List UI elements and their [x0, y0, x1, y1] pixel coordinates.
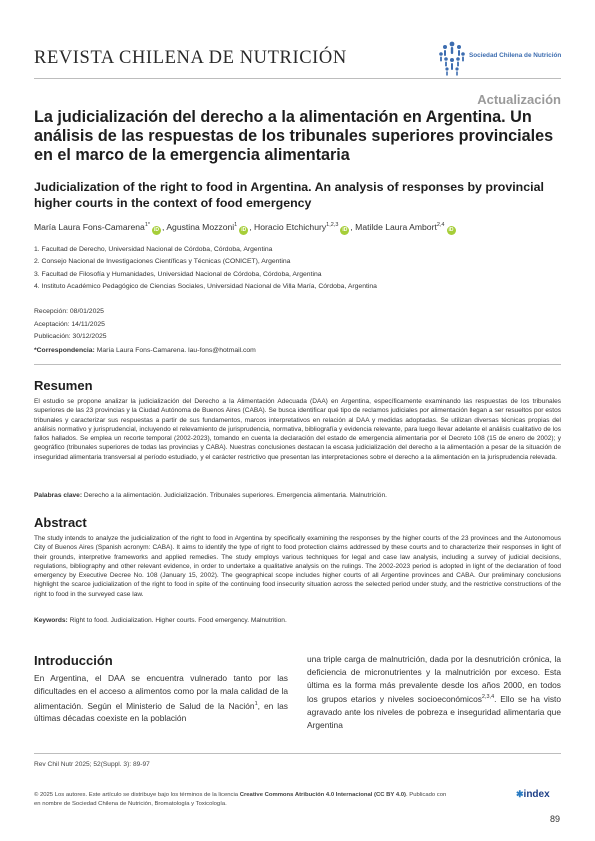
resumen-text: El estudio se propone analizar la judicialización del Derecho a la Alimentación Adecuada (DAA) en Argentina, específicamente examinando las respuestas de los tribunales superiores de las 23 provincias y la Ciudad Autónoma de Buenos Aires (CABA). Se busca identificar qué tipo de reclamos judiciales por alimentación llegan a ser resueltos por estos tribunales y caracterizar sus respuestas a partir de sus fundamentos, marcos interpretativos en relación al DAA y medidas adoptadas. Se utilizan diversas técnicas propias del análisis normativo y jurisprudencial, incluyendo el relevamiento de jurisprudencia, normativa, bibliografía y evidencia relevante, para luego llevar adelante el análisis cualitativo de los fallos hallados. Se emplea un recorte temporal (2002-2023), tomando en cuenta la declaración del estado de emergencia alimentaria por el Decreto 108 (15 de enero de 2002); y geográfico (tribunales superiores de todas las provincias y CABA). Nuestras conclusiones destacan la escasa judicialización del derecho a la alimentación a pesar de la situación de inseguridad alimentaria transversal al período estudiado, y el carácter restrictivo que presentan las interpretaciones sobre el derecho a la alimentación en la jurisprudencia relevada.	[34, 398, 561, 461]
license-link[interactable]: Creative Commons Atribución 4.0 Internacional (CC BY 4.0)	[239, 792, 407, 798]
orcid-icon[interactable]: iD	[342, 227, 348, 233]
keywords-label: Palabras clave:	[34, 492, 83, 499]
author-4: Matilde Laura Ambort$^{2,4}$iD	[355, 222, 454, 233]
page-number: 89	[550, 814, 561, 824]
license-text: © 2025 Los autores. Este artículo se distribuye bajo los términos de la licencia Creative Commons Atribución 4.0 Internacional (CC BY 4.0). Publicado con en nombre de Sociedad Chilena de Nutrición, Bromatología y Toxicología.	[34, 792, 447, 807]
abstract-keywords	[34, 617, 287, 624]
header-divider	[34, 78, 561, 79]
article-dates	[34, 306, 107, 344]
date-accepted: Aceptación: 14/11/2025	[34, 320, 105, 328]
keywords-text: Right to food. Judicialization. Higher courts. Food emergency. Malnutrition.	[69, 617, 287, 624]
resumen-heading: Resumen	[34, 378, 93, 393]
author-2: Agustina Mozzoni$^1$iD	[166, 222, 247, 233]
abstract-heading: Abstract	[34, 515, 87, 530]
correspondence-label: *Correspondencia:	[34, 347, 95, 354]
affiliation-4: 4. Instituto Académico Pedagógico de Ciencias Sociales, Universidad Nacional de Villa María, Córdoba, Argentina	[34, 282, 377, 290]
society-name: Sociedad Chilena de Nutrición	[469, 52, 562, 59]
society-logo	[436, 38, 566, 78]
orcid-icon[interactable]: iD	[154, 227, 160, 233]
intro-column-2: una triple carga de malnutrición, dada por la desnutrición crónica, la deficiencia de micronutrientes y la malnutrición por exceso. Esta última es la forma más prevalente desde los años 2000, en todos los grupos etarios y niveles socioeconómicos$^{2,3,4}$. Ello se ha visto agravado ante los niveles de pobreza e inseguridad alimentaria que Argentina	[307, 654, 561, 730]
correspondence	[34, 347, 256, 354]
journal-citation: Rev Chil Nutr 2025; 52(Suppl. 3): 89-97	[34, 761, 150, 768]
index-logo: ✱index	[516, 789, 550, 800]
society-people-icon	[436, 38, 468, 78]
intro-column-1: En Argentina, el DAA se encuentra vulnerado tanto por las dificultades en el acceso a alimentos como por la mala calidad de la alimentación. Según el Ministerio de Salud de la Nación$^1$, en las últimas décadas coexiste en la población	[34, 673, 288, 724]
journal-name: REVISTA CHILENA DE NUTRICIÓN	[34, 48, 347, 68]
affiliation-2: 2. Consejo Nacional de Investigaciones Científicas y Técnicas (CONICET), Argentina	[34, 258, 291, 266]
keywords-text: Derecho a la alimentación. Judicialización. Tribunales superiores. Emergencia alimentaria. Malnutrición.	[83, 492, 387, 499]
date-received: Recepción: 08/01/2025	[34, 308, 104, 315]
date-published: Publicación: 30/12/2025	[34, 333, 107, 341]
article-title-es: La judicialización del derecho a la alimentación en Argentina. Un análisis de las respuestas de los tribunales superiores provinciales en el marco de la emergencia alimentaria	[34, 108, 554, 164]
section-divider	[34, 364, 561, 365]
author-3: Horacio Etchichury$^{1,2,3}$iD	[254, 222, 348, 233]
abstract-text: The study intends to analyze the judicialization of the right to food in Argentina by specifically examining the responses by the higher courts of the 23 provinces and the Autonomous City of Buenos Aires (Spanish acronym: CABA). It aims to identify the type of right to food protection claims addressed by these courts and to characterize their responses in light of their grounds, interpretive frameworks and applied remedies. The study employs various techniques for legal and case law analysis, including a survey of judicial decisions, regulations, bibliography and other relevant evidence, in order to undertake a qualitative analysis on the rulings. The 2002-2023 period is adopted in light of the declaration of food emergency by Executive Decree No. 108 (January 15, 2002). The geographical scope includes higher courts of all Argentine provinces and CABA. Our preliminary conclusions highlight the scarce judicialization of the right to food in spite of the continuing food insecurity situation across the selected period under study, and the restrictive constructions of the right to food in the surveyed case law.	[34, 535, 561, 598]
author-list: María Laura Fons-Camarena$^{1*}$iD , Agustina Mozzoni$^1$iD , Horacio Etchichury$^{1,2,3}$iD , Matilde Laura Ambort$^{2,4}$iD	[34, 222, 564, 235]
index-star-icon: ✱	[516, 789, 524, 799]
affiliations	[34, 244, 564, 293]
affiliation-1: 1. Facultad de Derecho, Universidad Nacional de Córdoba, Córdoba, Argentina	[34, 246, 273, 253]
article-section: Actualización	[477, 92, 561, 107]
footer-divider	[34, 753, 561, 754]
orcid-icon[interactable]: iD	[241, 227, 247, 233]
author-1: María Laura Fons-Camarena$^{1*}$iD	[34, 222, 160, 233]
correspondence-text[interactable]: María Laura Fons-Camarena. lau-fons@hotmail.com	[96, 347, 256, 354]
orcid-icon[interactable]: iD	[448, 227, 454, 233]
article-title-en: Judicialization of the right to food in Argentina. An analysis of responses by provincial higher courts in the context of food emergency	[34, 180, 544, 210]
intro-heading: Introducción	[34, 653, 113, 668]
keywords-label: Keywords:	[34, 617, 68, 624]
affiliation-3: 3. Facultad de Filosofía y Humanidades, Universidad Nacional de Córdoba, Córdoba, Argentina	[34, 270, 322, 278]
resumen-keywords	[34, 492, 387, 499]
